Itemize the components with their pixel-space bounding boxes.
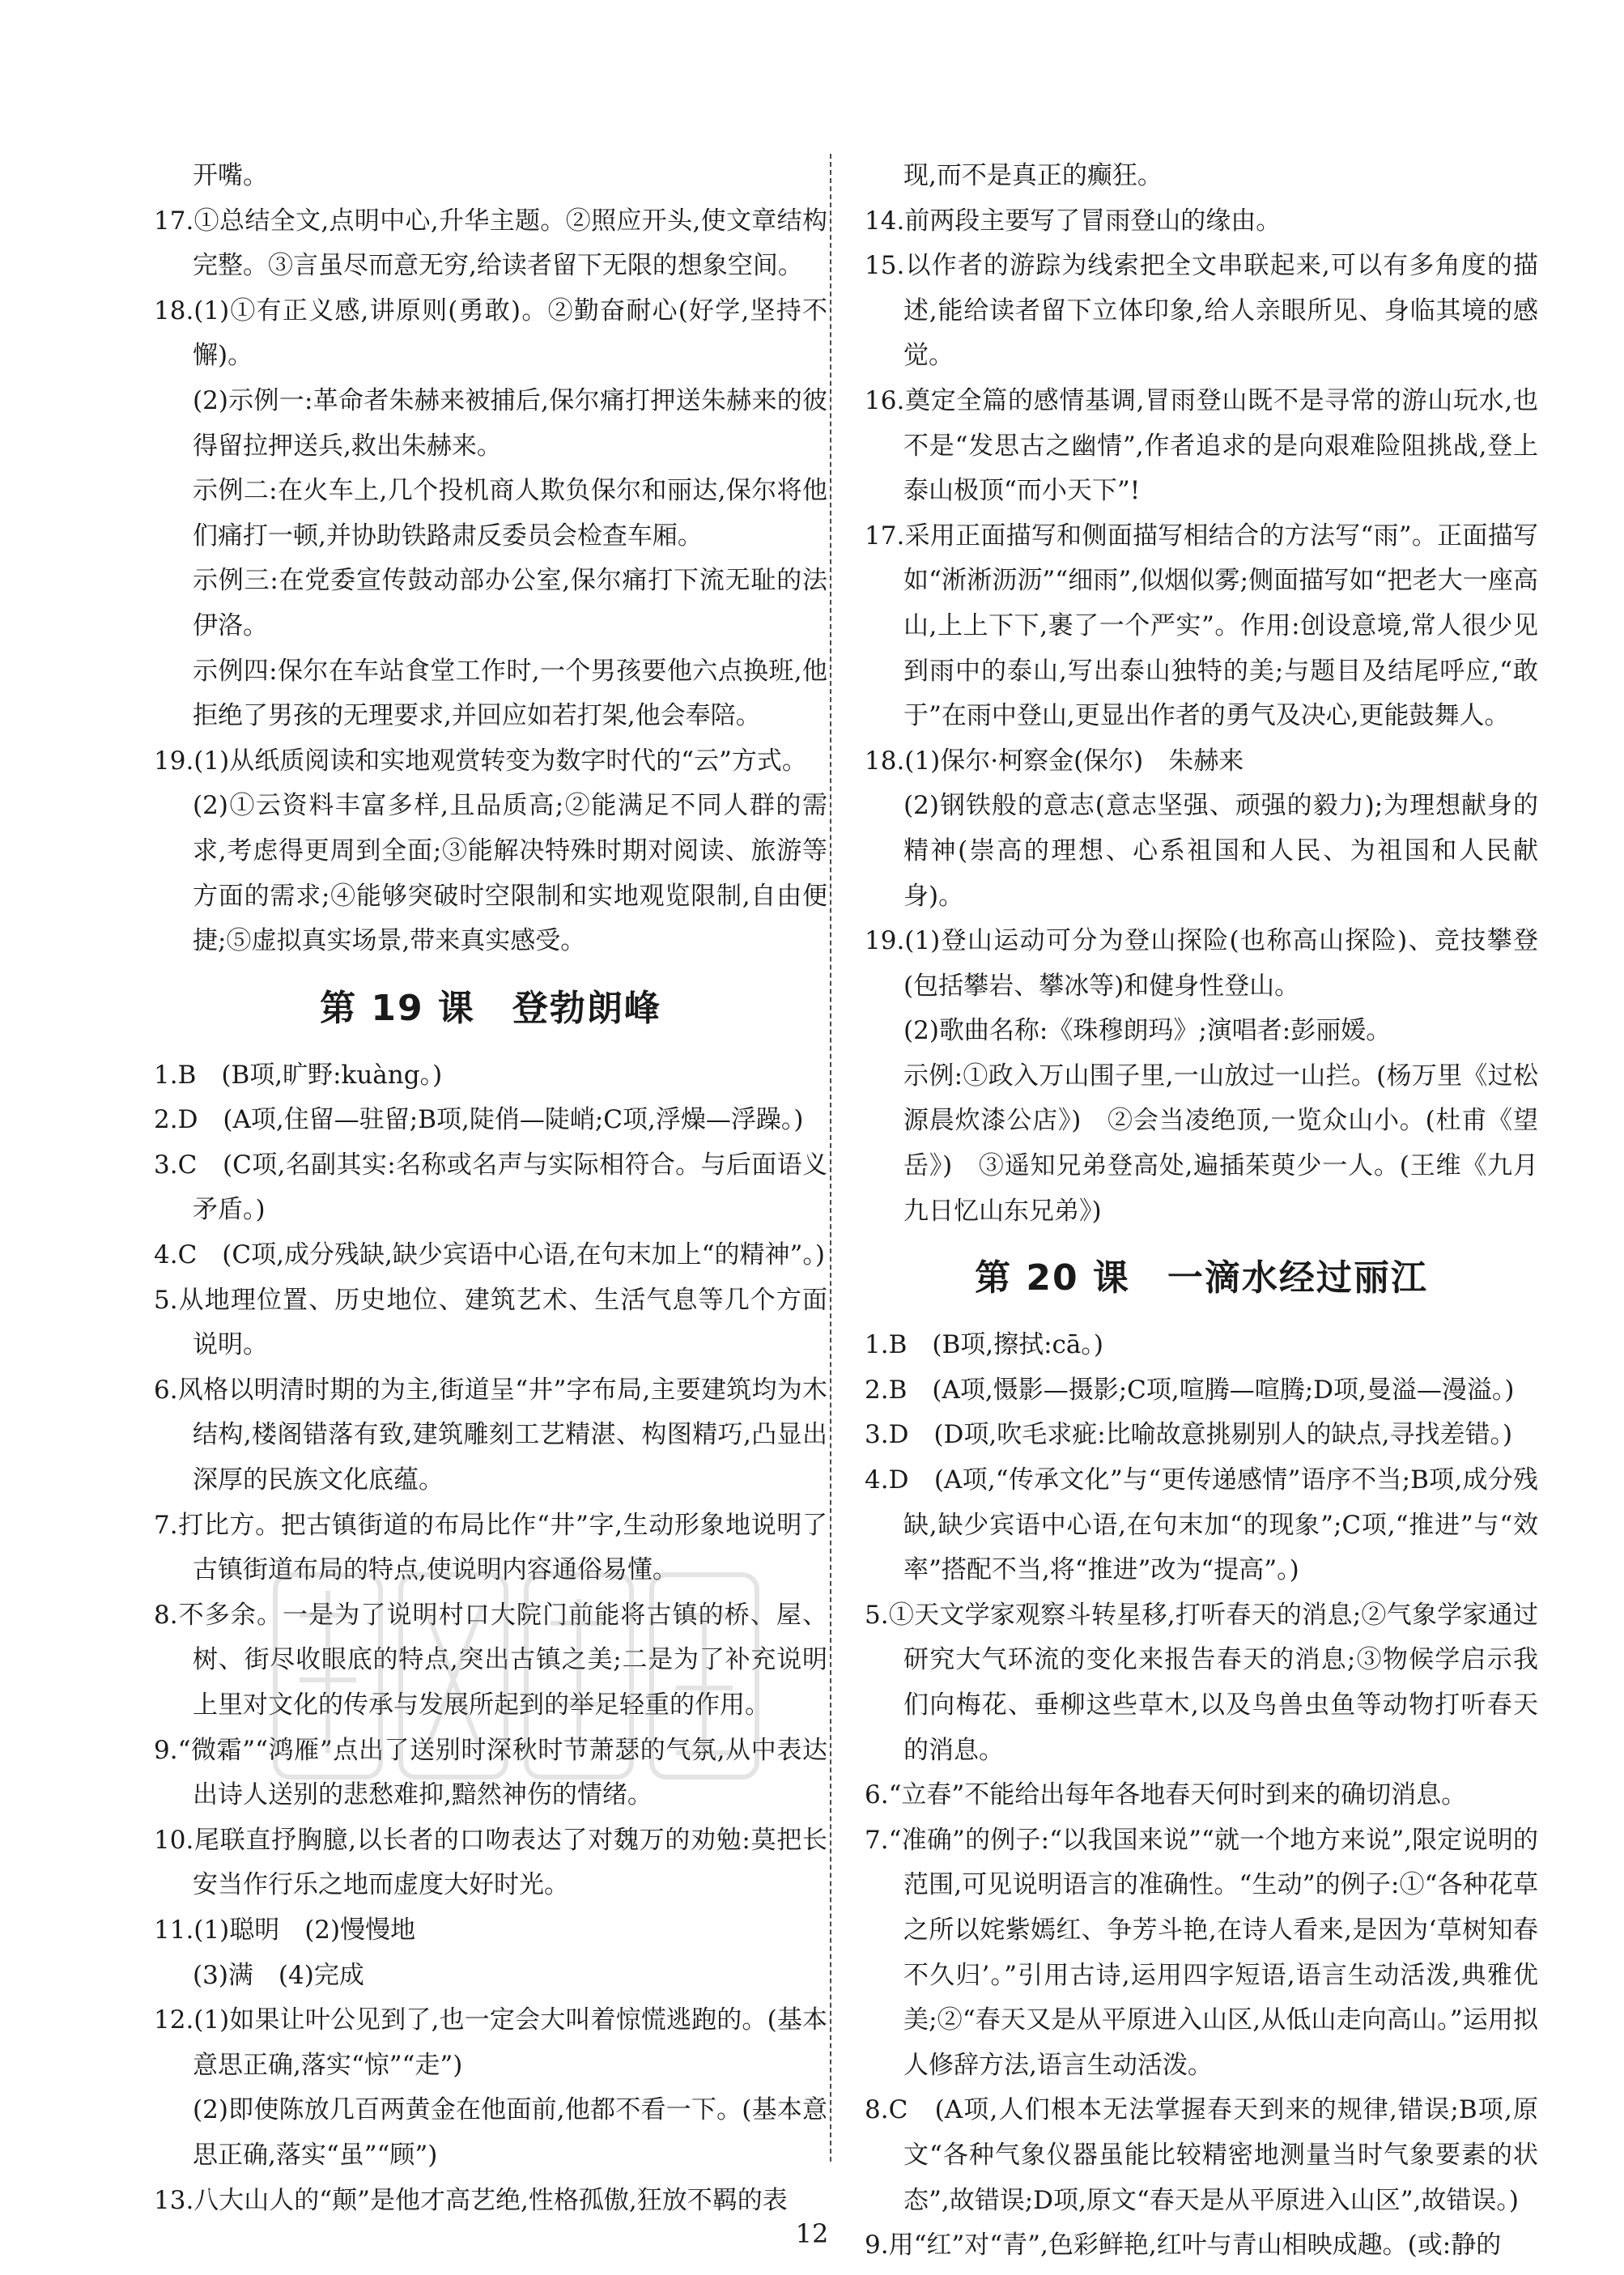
answer-18-1: 18.(1)①有正义感,讲原则(勇敢)。②勤奋耐心(好学,坚持不懈)。 [154,296,827,371]
answer-9: 9.“微霜”“鸿雁”点出了送别时深秋时节萧瑟的气氛,从中表达出诗人送别的悲愁难抑,黯然神伤的情绪。 [154,1735,827,1810]
answer-18-example-3: 示例三:在党委宣传鼓动部办公室,保尔痛打下流无耻的法伊洛。 [193,566,827,640]
answer-7: 7.打比方。把古镇街道的布局比作“井”字,生动形象地说明了古镇街道布局的特点,使说明内容通俗易懂。 [154,1510,827,1585]
answer-19-example: 示例:①政入万山围子里,一山放过一山拦。(杨万里《过松源晨炊漆公店》) ②会当凌绝顶,一览众山小。(杜甫《望岳》) ③遥知兄弟登高处,遍插茱萸少一人。(王维《九月九日忆山东兄弟》) [903,1061,1538,1226]
answer-line: 开嘴。 [193,161,268,190]
answer-18-example-4: 示例四:保尔在车站食堂工作时,一个男孩要他六点换班,他拒绝了男孩的无理要求,并回应如若打架,他会奉陪。 [193,656,827,731]
answer-1: 1.B (B项,旷野:kuàng。) [154,1060,443,1090]
answer-6: 6.风格以明清时期的为主,街道呈“井”字布局,主要建筑均为木结构,楼阁错落有致,建筑雕刻工艺精湛、构图精巧,凸显出深厚的民族文化底蕴。 [154,1375,827,1495]
answer-19-1: 19.(1)登山运动可分为登山探险(也称高山探险)、竞技攀登(包括攀岩、攀冰等)和健身性登山。 [865,926,1538,1001]
answer-4: 4.C (C项,成分残缺,缺少宾语中心语,在句末加上“的精神”。) [154,1240,825,1270]
answer-4: 4.D (A项,“传承文化”与“更传递感情”语序不当;B项,成分残缺,缺少宾语中心语,在句末加“的现象”;C项,“推进”与“效率”搭配不当,将“推进”改为“提高”。) [865,1465,1538,1585]
column-divider [830,154,831,2162]
lesson-20-title: 第 20 课 一滴水经过丽江 [975,1257,1428,1299]
answer-9: 9.用“红”对“青”,色彩鲜艳,红叶与青山相映成趣。(或:静的 [865,2230,1502,2260]
answer-6: 6.“立春”不能给出每年各地春天何时到来的确切消息。 [865,1780,1467,1810]
answer-18-2: (2)钢铁般的意志(意志坚强、顽强的毅力);为理想献身的精神(崇高的理想、心系祖国和人民、为祖国和人民献身)。 [903,791,1538,911]
answer-12-1: 12.(1)如果让叶公见到了,也一定会大叫着惊慌逃跑的。(基本意思正确,落实“惊”“走”) [154,2005,827,2080]
answer-3: 3.C (C项,名副其实:名称或名声与实际相符合。与后面语义矛盾。) [154,1150,827,1225]
answer-17: 17.采用正面描写和侧面描写相结合的方法写“雨”。正面描写如“淅淅沥沥”“细雨”,似烟似雾;侧面描写如“把老大一座高山,上上下下,裹了一个严实”。作用:创设意境,常人很少见到雨中的泰山,写出泰山独特的美;与题目及结尾呼应,“敢于”在雨中登山,更显出作者的勇气及决心,更能鼓舞人。 [865,521,1538,731]
answer-7: 7.“准确”的例子:“以我国来说”“就一个地方来说”,限定说明的范围,可见说明语言的准确性。“生动”的例子:①“各种花草之所以姹紫嫣红、争芳斗艳,在诗人看来,是因为‘草树知春不久归’。”引用古诗,运用四字短语,语言生动活泼,典雅优美;②“春天又是从平原进入山区,从低山走向高山。”运用拟人修辞方法,语言生动活泼。 [865,1825,1538,2080]
answer-5: 5.①天文学家观察斗转星移,打听春天的消息;②气象学家通过研究大气环流的变化来报告春天的消息;③物候学启示我们向梅花、垂柳这些草木,以及鸟兽虫鱼等动物打听春天的消息。 [865,1600,1538,1765]
answer-19-2: (2)歌曲名称:《珠穆朗玛》;演唱者:彭丽媛。 [903,1016,1392,1046]
answer-11: 11.(1)聪明 (2)慢慢地 [154,1915,416,1945]
answer-16: 16.奠定全篇的感情基调,冒雨登山既不是寻常的游山玩水,也不是“发思古之幽情”,作者追求的是向艰难险阻挑战,登上泰山极顶“而小天下”! [865,385,1538,506]
lesson-19-title: 第 19 课 登勃朗峰 [320,987,661,1029]
answer-5: 5.从地理位置、历史地位、建筑艺术、生活气息等几个方面说明。 [154,1285,827,1360]
answer-18-2: (2)示例一:革命者朱赫来被捕后,保尔痛打押送朱赫来的彼得留拉押送兵,救出朱赫来。 [193,385,827,461]
answer-19-2: (2)①云资料丰富多样,且品质高;②能满足不同人群的需求,考虑得更周到全面;③能解决特殊时期对阅读、旅游等方面的需求;④能够突破时空限制和实地观览限制,自由便捷;⑤虚拟真实场景,带来真实感受。 [193,791,827,956]
watermark-logo [267,1542,769,1834]
answer-8: 8.C (A项,人们根本无法掌握春天到来的规律,错误;B项,原文“各种气象仪器虽能比较精密地测量当时气象要素的状态”,故错误;D项,原文“春天是从平原进入山区”,故错误。) [865,2095,1538,2215]
answer-12-2: (2)即使陈放几百两黄金在他面前,他都不看一下。(基本意思正确,落实“虽”“顾”) [193,2095,827,2170]
answer-3: 3.D (D项,吹毛求疵:比喻故意挑剔别人的缺点,寻找差错。) [865,1420,1513,1450]
page-number: 12 [795,2218,829,2249]
answer-18-example-2: 示例二:在火车上,几个投机商人欺负保尔和丽达,保尔将他们痛打一顿,并协助铁路肃反委员会检查车厢。 [193,476,827,551]
answer-2: 2.D (A项,住留—驻留;B项,陡俏—陡峭;C项,浮燥—浮躁。) [154,1105,804,1135]
answer-line: 现,而不是真正的癫狂。 [903,161,1163,190]
answer-11-cont: (3)满 (4)完成 [193,1960,364,1990]
answer-14: 14.前两段主要写了冒雨登山的缘由。 [865,206,1282,236]
left-column [154,154,827,2223]
answer-2: 2.B (A项,慑影—摄影;C项,喧腾—喧腾;D项,曼溢—漫溢。) [865,1375,1515,1405]
right-column [865,154,1538,2269]
answer-19-1: 19.(1)从纸质阅读和实地观赏转变为数字时代的“云”方式。 [154,746,807,776]
answer-13: 13.八大山人的“颠”是他才高艺绝,性格孤傲,狂放不羁的表 [154,2185,788,2215]
answer-1: 1.B (B项,擦拭:cā。) [865,1330,1103,1360]
answer-8: 8.不多余。一是为了说明村口大院门前能将古镇的桥、屋、树、街尽收眼底的特点,突出古镇之美;二是为了补充说明上里对文化的传承与发展所起到的举足轻重的作用。 [154,1600,827,1720]
answer-17: 17.①总结全文,点明中心,升华主题。②照应开头,使文章结构完整。③言虽尽而意无穷,给读者留下无限的想象空间。 [154,206,827,281]
answer-10: 10.尾联直抒胸臆,以长者的口吻表达了对魏万的劝勉:莫把长安当作行乐之地而虚度大好时光。 [154,1825,827,1900]
answer-15: 15.以作者的游踪为线索把全文串联起来,可以有多角度的描述,能给读者留下立体印象,给人亲眼所见、身临其境的感觉。 [865,251,1538,371]
answer-18-1: 18.(1)保尔·柯察金(保尔) 朱赫来 [865,746,1244,776]
